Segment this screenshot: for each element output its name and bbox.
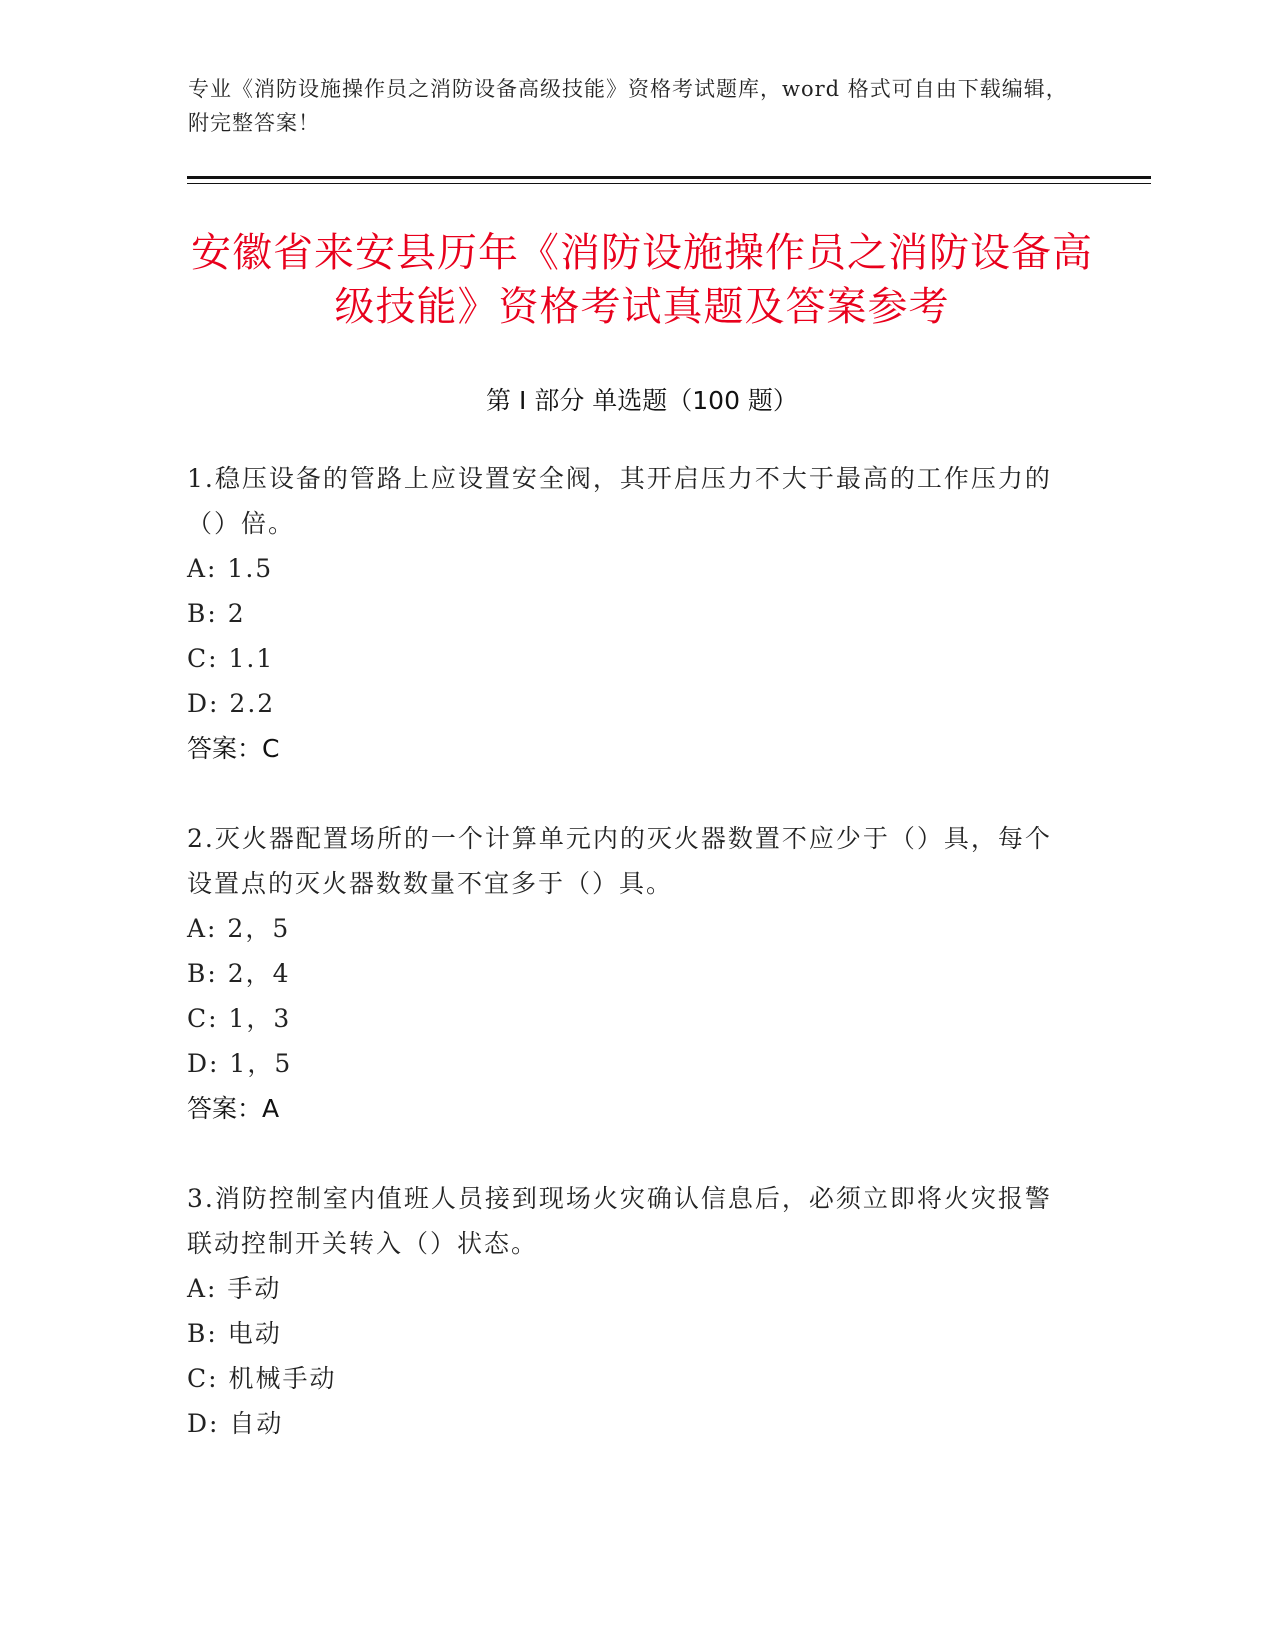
question-2 bbox=[187, 816, 1067, 1131]
option-d: D: 自动 bbox=[187, 1409, 284, 1438]
option-d: D: 2.2 bbox=[187, 689, 276, 718]
option-b: B: 电动 bbox=[187, 1319, 282, 1348]
answer: 答案：A bbox=[187, 1094, 280, 1123]
header-divider-thin bbox=[187, 183, 1151, 184]
option-c: C: 机械手动 bbox=[187, 1364, 337, 1393]
option-a: A: 手动 bbox=[187, 1274, 282, 1303]
header-note: 专业《消防设施操作员之消防设备高级技能》资格考试题库，word 格式可自由下载编辑，附完整答案！ bbox=[188, 77, 1068, 135]
option-b: B: 2 bbox=[187, 599, 246, 628]
question-stem: 2.灭火器配置场所的一个计算单元内的灭火器数置不应少于（）具，每个设置点的灭火器数数量不宜多于（）具。 bbox=[187, 824, 1052, 898]
option-c: C: 1，3 bbox=[187, 1004, 292, 1033]
question-1 bbox=[187, 456, 1067, 771]
question-3 bbox=[187, 1176, 1067, 1446]
option-a: A: 2，5 bbox=[187, 914, 291, 943]
option-c: C: 1.1 bbox=[187, 644, 275, 673]
option-b: B: 2，4 bbox=[187, 959, 291, 988]
section-title: 第 I 部分 单选题（100 题） bbox=[486, 386, 798, 415]
header-divider-thick bbox=[187, 176, 1151, 179]
answer: 答案：C bbox=[187, 734, 280, 763]
option-d: D: 1，5 bbox=[187, 1049, 293, 1078]
option-a: A: 1.5 bbox=[187, 554, 274, 583]
question-stem: 3.消防控制室内值班人员接到现场火灾确认信息后，必须立即将火灾报警联动控制开关转入（）状态。 bbox=[187, 1184, 1052, 1258]
document-title: 安徽省来安县历年《消防设施操作员之消防设备高级技能》资格考试真题及答案参考 bbox=[191, 230, 1093, 330]
question-stem: 1.稳压设备的管路上应设置安全阀，其开启压力不大于最高的工作压力的（）倍。 bbox=[187, 464, 1052, 538]
